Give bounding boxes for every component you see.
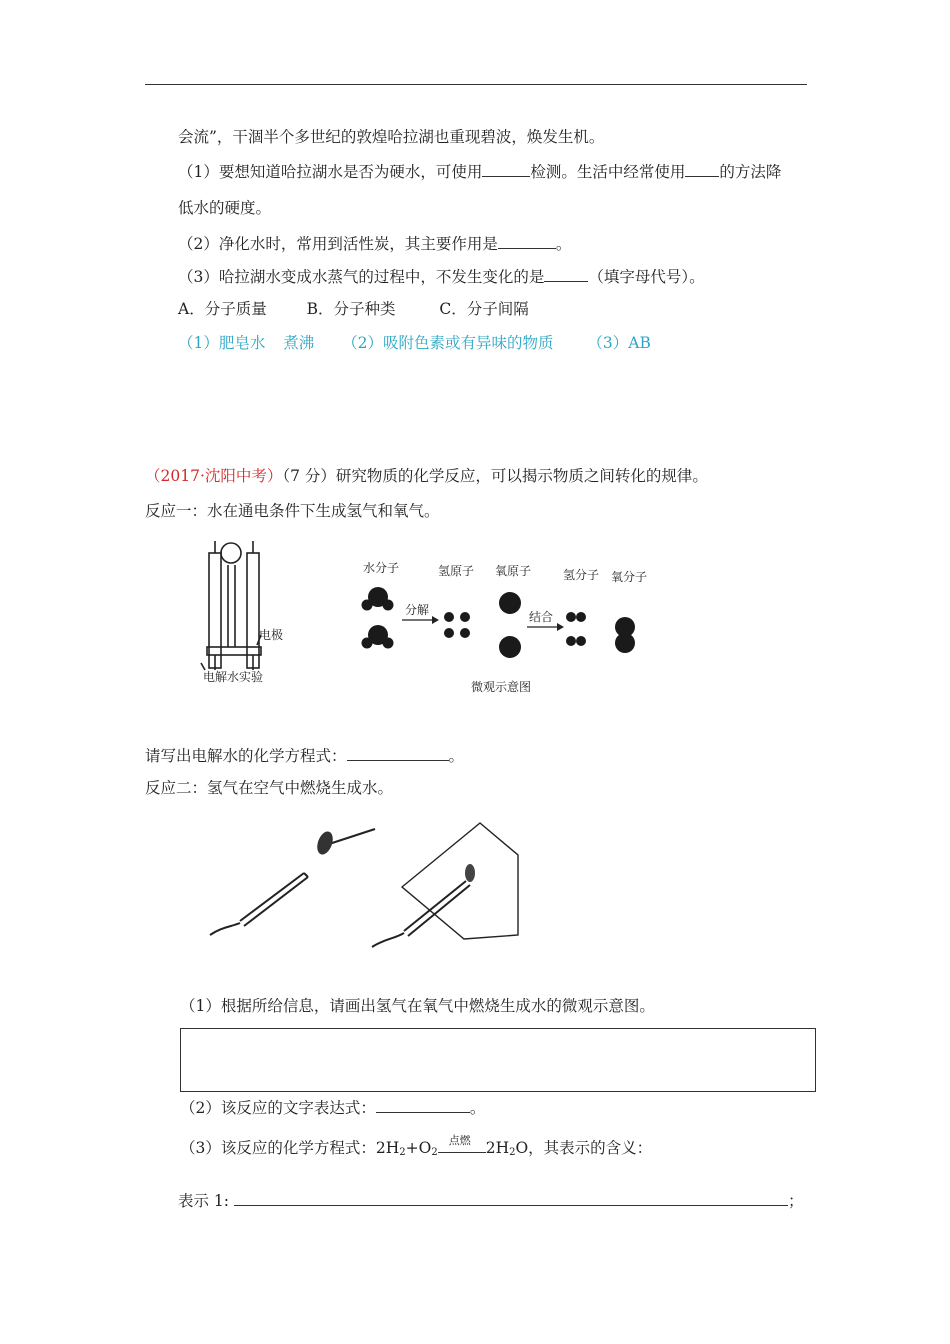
question-2	[178, 232, 571, 254]
right-flame	[465, 864, 475, 882]
option-b: B．分子种类	[306, 300, 396, 318]
o-atom-label: 氧原子	[495, 564, 532, 578]
sub-question-2-end: 。	[469, 1099, 486, 1117]
meaning-1-blank[interactable]	[234, 1189, 788, 1206]
h-atom-label: 氢原子	[438, 564, 475, 578]
question-1-part-a: （1）要想知道哈拉湖水是否为硬水，可使用	[178, 163, 483, 181]
electrolysis-svg	[195, 535, 665, 700]
electrolysis-apparatus	[201, 541, 261, 670]
sub-question-3	[180, 1136, 652, 1163]
h2-molecules	[566, 612, 586, 646]
answer-1b: 煮沸	[283, 334, 315, 352]
o2-molecule	[615, 617, 635, 653]
eq-part-3: 2H	[485, 1139, 510, 1157]
combine-arrowhead	[557, 623, 564, 631]
question-3-part-b: （填字母代号）。	[588, 268, 705, 286]
reaction-condition	[438, 1136, 486, 1158]
problem-source: （2017·沈阳中考）	[145, 467, 283, 485]
meaning-1-end: ；	[787, 1192, 804, 1210]
question-2-part-b: 。	[555, 235, 572, 253]
reaction-2-text: 反应二：氢气在空气中燃烧生成水。	[145, 779, 394, 797]
micro-caption: 微观示意图	[471, 680, 532, 694]
header-rule	[145, 84, 807, 85]
glass-plate	[402, 823, 518, 939]
decompose-label: 分解	[405, 603, 430, 617]
eq-sub-2: 2	[431, 1147, 438, 1158]
word-equation-blank[interactable]	[376, 1096, 470, 1113]
hydrogen-burning-figure	[200, 815, 540, 960]
equation-prompt-end: 。	[448, 747, 465, 765]
equation-prompt-text: 请写出电解水的化学方程式：	[145, 747, 347, 765]
sub-question-1: （1）根据所给信息，请画出氢气在氧气中燃烧生成水的微观示意图。	[180, 997, 655, 1015]
question-2-part-a: （2）净化水时，常用到活性炭，其主要作用是	[178, 235, 498, 253]
equation-prompt	[145, 744, 464, 766]
eq-sub-1: 2	[399, 1147, 406, 1158]
problem-intro: （7 分）研究物质的化学反应，可以揭示物质之间转化的规律。	[282, 467, 708, 485]
condition-label: 点燃	[448, 1134, 471, 1147]
h2-molecule-label: 氢分子	[563, 568, 600, 582]
answer-3: （3）AB	[587, 334, 651, 352]
o2-molecule-label: 氧分子	[611, 570, 648, 584]
hydrogen-burning-svg	[200, 815, 540, 960]
apparatus-caption: 电解水实验	[203, 670, 264, 684]
meaning-1-line	[178, 1189, 803, 1211]
sub-question-2	[180, 1096, 485, 1118]
combine-label: 结合	[529, 610, 554, 624]
question-1-part-b: 检测。生活中经常使用	[530, 163, 686, 181]
eq-part-1: （3）该反应的化学方程式：2H	[180, 1139, 400, 1157]
water-molecule-label: 水分子	[363, 561, 400, 575]
blank-1[interactable]	[482, 160, 530, 177]
question-1-part-c: 的方法降	[719, 163, 782, 181]
problem-header	[145, 466, 708, 486]
drawing-answer-box[interactable]	[180, 1028, 816, 1092]
answer-2: （2）吸附色素或有异味的物质	[342, 334, 554, 352]
o-atoms	[499, 592, 521, 658]
blank-3[interactable]	[498, 232, 556, 249]
left-flame	[314, 829, 375, 857]
sub-question-2-text: （2）该反应的文字表达式：	[180, 1099, 376, 1117]
h-atoms	[444, 612, 470, 638]
eq-sub-3: 2	[509, 1147, 516, 1158]
text-line-1: 会流”，干涸半个多世纪的敦煌哈拉湖也重现碧波，焕发生机。	[178, 128, 605, 146]
left-tube	[210, 873, 308, 935]
question-1	[178, 160, 781, 182]
water-molecules	[362, 587, 394, 649]
blank-4[interactable]	[544, 265, 588, 282]
eq-part-2: +O	[405, 1139, 432, 1157]
option-a: A．分子质量	[178, 300, 267, 318]
options-line	[178, 299, 529, 319]
right-tube	[372, 881, 470, 947]
decompose-arrowhead	[432, 616, 439, 624]
answer-line	[178, 333, 651, 353]
reaction-1-text: 反应一：水在通电条件下生成氢气和氧气。	[145, 502, 440, 520]
blank-2[interactable]	[685, 160, 719, 177]
electrolysis-figure	[195, 535, 665, 700]
question-3	[178, 265, 705, 287]
meaning-1-label: 表示 1:	[178, 1192, 230, 1210]
option-c: C．分子间隔	[439, 300, 529, 318]
question-1-line-2: 低水的硬度。	[178, 199, 272, 217]
electrode-label: 电极	[259, 628, 284, 642]
eq-part-4: O，其表示的含义：	[515, 1139, 653, 1157]
equation-blank[interactable]	[347, 744, 449, 761]
answer-1: （1）肥皂水	[178, 334, 266, 352]
question-3-part-a: （3）哈拉湖水变成水蒸气的过程中，不发生变化的是	[178, 268, 545, 286]
